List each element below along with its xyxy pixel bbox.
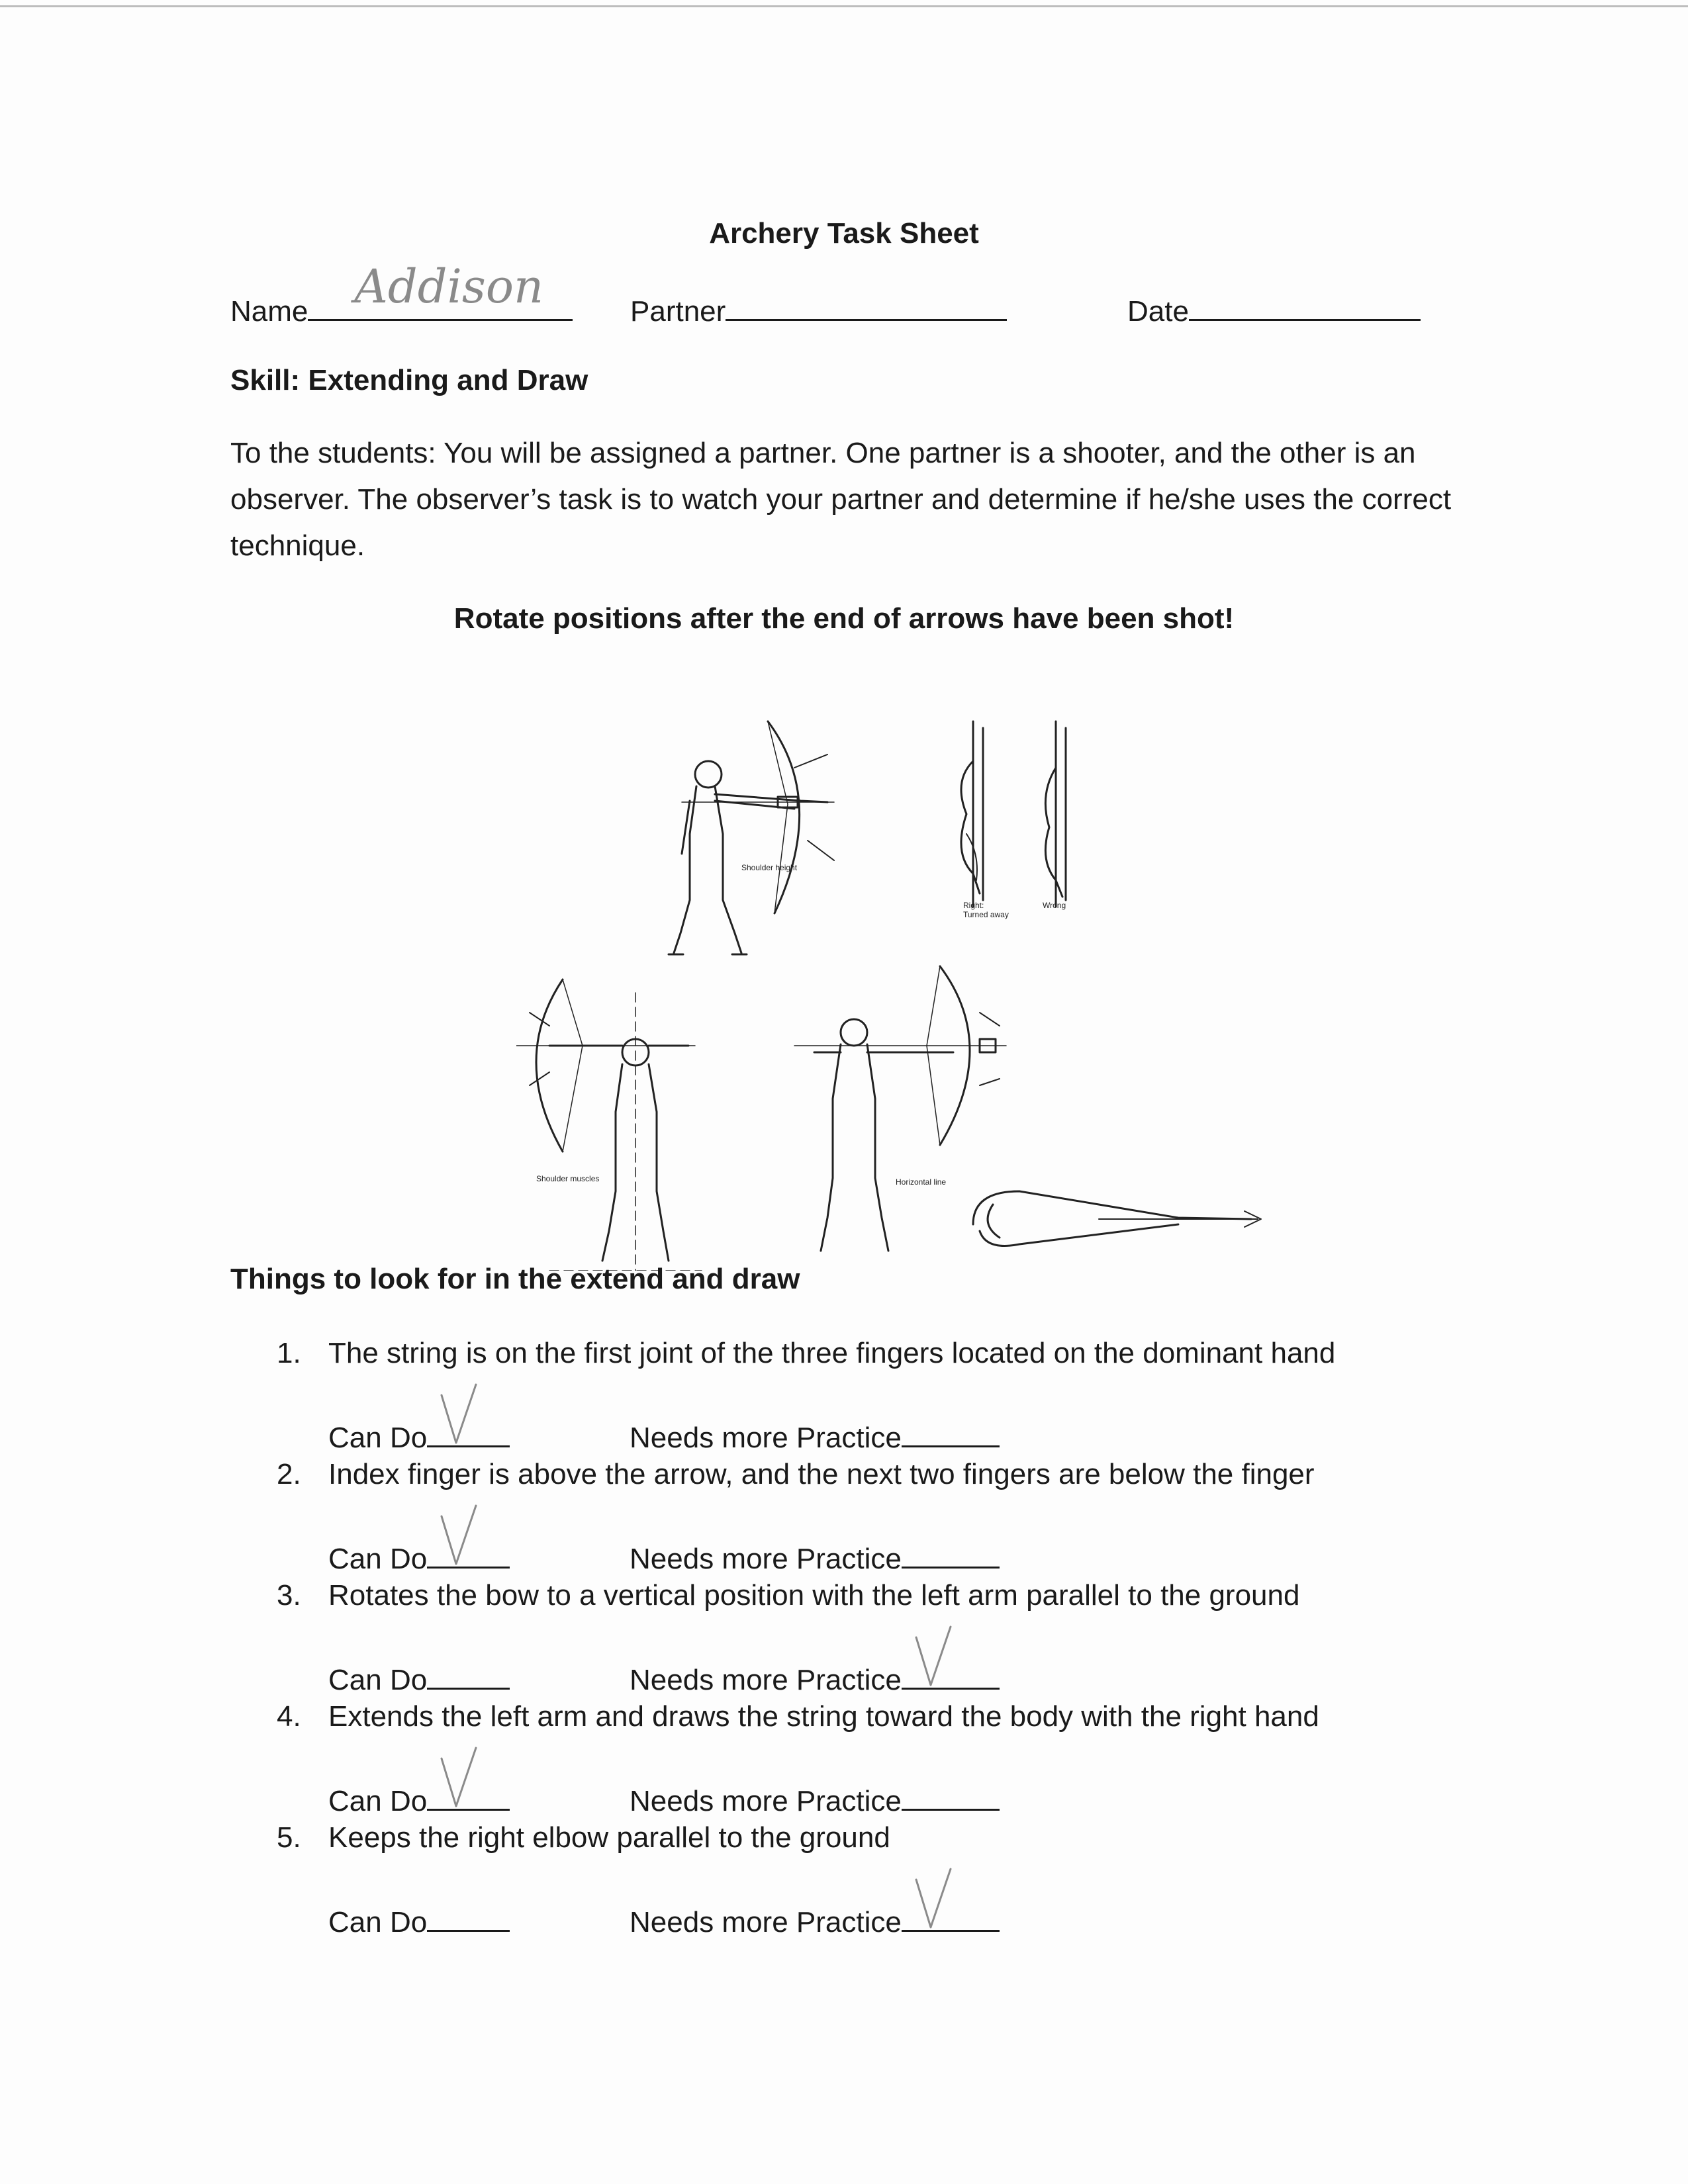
item-number: 5. xyxy=(277,1821,301,1854)
needs-practice-blank[interactable] xyxy=(902,1659,1000,1690)
can-do-label: Can Do xyxy=(328,1543,428,1575)
needs-practice-field[interactable] xyxy=(630,1780,1000,1818)
name-label: Name xyxy=(230,295,308,328)
item-number: 2. xyxy=(277,1458,301,1490)
check-mark-icon xyxy=(436,1382,483,1448)
item-response-row xyxy=(328,1659,1454,1698)
can-do-field[interactable] xyxy=(328,1416,510,1455)
instructions-paragraph: To the students: You will be assigned a partner. One partner is a shooter, and the other is an observer. The observer’s task is to watch your partner and determine if he/she uses the correct technique. xyxy=(230,437,1452,562)
item-text: Keeps the right elbow parallel to the ground xyxy=(328,1821,890,1854)
needs-practice-field[interactable] xyxy=(630,1537,1000,1576)
needs-practice-blank[interactable] xyxy=(902,1537,1000,1569)
date-label: Date xyxy=(1127,295,1189,328)
name-handwritten-value: Addison xyxy=(354,259,544,314)
can-do-blank[interactable] xyxy=(427,1416,510,1447)
can-do-label: Can Do xyxy=(328,1785,428,1817)
can-do-blank[interactable] xyxy=(427,1537,510,1569)
figure-arm-extended xyxy=(973,1191,1261,1246)
item-number: 3. xyxy=(277,1579,301,1612)
partner-label: Partner xyxy=(630,295,726,328)
needs-practice-blank[interactable] xyxy=(902,1416,1000,1447)
can-do-blank[interactable] xyxy=(427,1901,510,1932)
can-do-blank[interactable] xyxy=(427,1780,510,1811)
needs-practice-label: Needs more Practice xyxy=(630,1906,902,1938)
partner-field[interactable] xyxy=(630,290,1007,328)
can-do-field[interactable] xyxy=(328,1537,510,1576)
name-blank[interactable] xyxy=(308,259,573,321)
item-text: Index finger is above the arrow, and the next two fingers are below the finger xyxy=(328,1458,1315,1490)
needs-practice-field[interactable] xyxy=(630,1901,1000,1939)
rotate-note: Rotate positions after the end of arrows have been shot! xyxy=(453,602,1235,635)
date-blank[interactable] xyxy=(1189,290,1421,321)
item-text: The string is on the first joint of the three fingers located on the dominant hand xyxy=(328,1337,1336,1369)
item-text: Rotates the bow to a vertical position with the left arm parallel to the ground xyxy=(328,1579,1300,1612)
needs-practice-label: Needs more Practice xyxy=(630,1664,902,1696)
date-field[interactable] xyxy=(1127,290,1421,328)
needs-practice-label: Needs more Practice xyxy=(630,1785,902,1817)
partner-blank[interactable] xyxy=(726,290,1007,321)
page-title: Archery Task Sheet xyxy=(709,217,979,250)
figure-shoulder-height xyxy=(669,721,834,954)
can-do-label: Can Do xyxy=(328,1664,428,1696)
skill-heading: Skill: Extending and Draw xyxy=(230,364,588,396)
label-shoulder-height: Shoulder height xyxy=(741,863,798,872)
item-number: 1. xyxy=(277,1337,301,1369)
check-mark-icon xyxy=(911,1624,957,1690)
label-horizontal-line: Horizontal line xyxy=(896,1177,947,1187)
can-do-blank[interactable] xyxy=(427,1659,510,1690)
scan-edge-line xyxy=(0,5,1688,7)
needs-practice-blank[interactable] xyxy=(902,1901,1000,1932)
checklist-heading: Things to look for in the extend and draw xyxy=(230,1263,800,1295)
item-number: 4. xyxy=(277,1700,301,1733)
can-do-field[interactable] xyxy=(328,1901,510,1939)
name-field[interactable] xyxy=(230,259,573,328)
needs-practice-blank[interactable] xyxy=(902,1780,1000,1811)
check-mark-icon xyxy=(436,1745,483,1811)
can-do-field[interactable] xyxy=(328,1780,510,1818)
item-response-row xyxy=(328,1416,1454,1456)
item-response-row xyxy=(328,1901,1454,1940)
can-do-label: Can Do xyxy=(328,1422,428,1454)
figure-shoulder-muscles xyxy=(516,979,702,1271)
label-turned-away: Turned away xyxy=(963,910,1009,919)
figure-horizontal-line xyxy=(794,966,1006,1251)
item-response-row xyxy=(328,1537,1454,1577)
label-shoulder-muscles: Shoulder muscles xyxy=(536,1174,600,1183)
check-mark-icon xyxy=(911,1866,957,1933)
needs-practice-field[interactable] xyxy=(630,1659,1000,1697)
label-wrong: Wrong xyxy=(1043,901,1066,910)
needs-practice-field[interactable] xyxy=(630,1416,1000,1455)
item-text: Extends the left arm and draws the string toward the body with the right hand xyxy=(328,1700,1319,1733)
label-right: Right: xyxy=(963,901,984,910)
can-do-label: Can Do xyxy=(328,1906,428,1938)
archery-illustrations xyxy=(516,702,1264,1271)
needs-practice-label: Needs more Practice xyxy=(630,1422,902,1454)
check-mark-icon xyxy=(436,1503,483,1569)
header-fields xyxy=(230,259,1488,330)
item-response-row xyxy=(328,1780,1454,1819)
can-do-field[interactable] xyxy=(328,1659,510,1697)
needs-practice-label: Needs more Practice xyxy=(630,1543,902,1575)
figure-right-wrong xyxy=(961,721,1066,907)
